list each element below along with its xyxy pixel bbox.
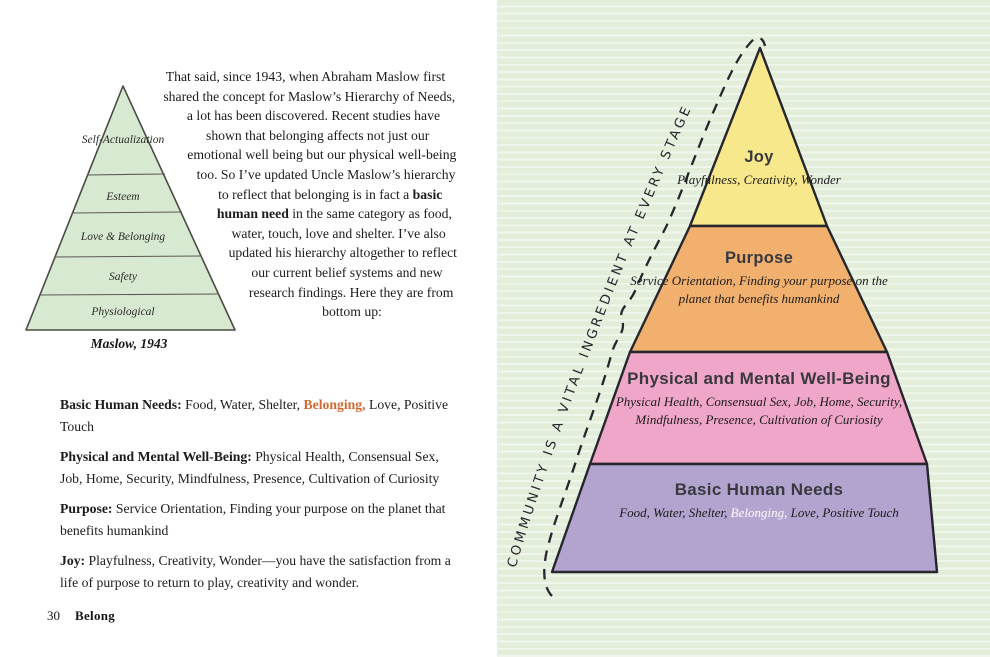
list-item-label: Basic Human Needs: bbox=[60, 397, 182, 412]
joy-section-text bbox=[674, 148, 844, 189]
belonging-highlight: Belonging, bbox=[303, 397, 366, 412]
section-description-text: Food, Water, Shelter, bbox=[619, 505, 731, 520]
section-description-basic bbox=[579, 504, 939, 522]
section-title-purpose: Purpose bbox=[724, 249, 794, 267]
pyramid-level-esteem: Esteem bbox=[106, 191, 140, 203]
list-item-joy bbox=[60, 550, 462, 593]
purpose-section-text bbox=[629, 249, 889, 307]
pyramid-level-self-actualization: Self-Actualization bbox=[81, 134, 165, 146]
pyramid-level-love-belonging: Love & Belonging bbox=[80, 231, 166, 243]
list-item-purpose bbox=[60, 498, 462, 541]
list-item-text: Playfulness, Creativity, Wonder—you have the satisfaction from a life of purpose to return to play, creativity and wonder. bbox=[60, 553, 451, 590]
list-item-text: Service Orientation, Finding your purpose on the planet that benefits humankind bbox=[60, 501, 446, 538]
pyramid-level-safety: Safety bbox=[108, 271, 138, 283]
updated-pyramid-drawing bbox=[497, 0, 990, 657]
footer-book-title: Belong bbox=[75, 608, 116, 623]
pyramid-section-joy bbox=[690, 48, 827, 226]
basic-section-text bbox=[579, 480, 939, 522]
belonging-highlight-white: Belonging, bbox=[730, 505, 788, 520]
paragraph-bold-text: basic human need bbox=[216, 186, 443, 222]
list-item-basic-human-needs bbox=[60, 394, 462, 437]
list-item-text: Food, Water, Shelter, bbox=[181, 397, 304, 412]
intro-paragraph bbox=[60, 67, 458, 367]
list-item-physical-mental bbox=[60, 446, 462, 489]
physical-section-text bbox=[594, 369, 924, 428]
annotation-text: COMMUNITY IS A VITAL INGREDIENT AT EVERY STAGE bbox=[505, 102, 696, 570]
section-description-joy: Playfulness, Creativity, Wonder bbox=[677, 172, 841, 187]
section-title-physical: Physical and Mental Well-Being bbox=[627, 369, 891, 388]
paragraph-text: That said, since 1943, when Abraham Maslow first shared the concept for Maslow’s Hierarchy of Needs, a lot has been discovered. Recent studies have shown that belonging affects not just our emotional well being but our physical well-being too. So I’ve updated Uncle Maslow’s hierarchy to reflect that belonging is in fact a bbox=[163, 69, 457, 202]
list-item-text: Physical Health, Consensual Sex, Job, Home, Security, Mindfulness, Presence, Cultivation of Curiosity bbox=[60, 449, 440, 486]
section-description-purpose: Service Orientation, Finding your purpose on the planet that benefits humankind bbox=[630, 273, 888, 306]
pyramid-level-physiological: Physiological bbox=[91, 306, 155, 318]
right-page bbox=[497, 0, 990, 657]
list-item-label: Physical and Mental Well-Being: bbox=[60, 449, 252, 464]
needs-list bbox=[60, 394, 462, 602]
pyramid-caption: Maslow, 1943 bbox=[90, 336, 168, 351]
section-title-basic: Basic Human Needs bbox=[674, 480, 844, 499]
footer-page-number: 30 bbox=[47, 608, 60, 623]
section-title-joy: Joy bbox=[744, 148, 774, 166]
list-item-label: Purpose: bbox=[60, 501, 113, 516]
section-description-text: Love, Positive Touch bbox=[787, 505, 899, 520]
page-footer bbox=[47, 608, 115, 624]
section-description-physical: Physical Health, Consensual Sex, Job, Home, Security, Mindfulness, Presence, Cultivation of Curiosity bbox=[615, 394, 903, 427]
paragraph-text: in the same category as food, water, touch, love and shelter. I’ve also updated his hierarchy altogether to reflect our current belief systems and new research findings. Here they are from bottom up: bbox=[228, 206, 457, 320]
list-item-label: Joy: bbox=[60, 553, 86, 568]
list-item-text: Love, Positive Touch bbox=[60, 397, 449, 434]
